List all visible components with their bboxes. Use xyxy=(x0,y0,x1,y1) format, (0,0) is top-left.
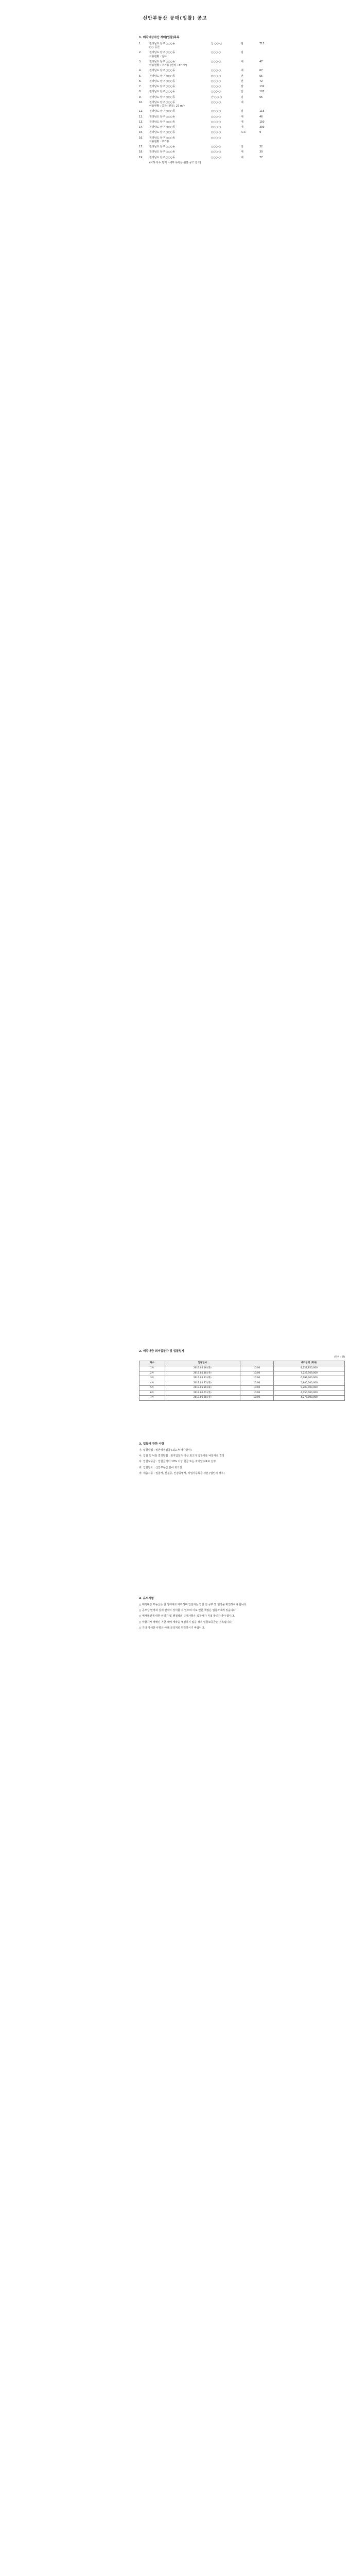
property-area: 32 xyxy=(259,145,263,149)
property-addr: 전라남도 남구 ○○○동 xyxy=(149,42,176,45)
property-cat: 대 xyxy=(241,69,243,73)
property-note: 이용현황 : 주거용 xyxy=(149,140,169,143)
property-area: 103 xyxy=(259,90,265,94)
property-row xyxy=(139,150,345,154)
property-addr: 전라남도 남구 ○○○동 xyxy=(149,131,176,134)
property-lot: ○○○-○ xyxy=(211,150,221,154)
property-row xyxy=(139,145,345,149)
property-cat: 대 xyxy=(241,150,243,154)
cell-price: 7,228,569,000 xyxy=(274,1371,345,1376)
table-row xyxy=(139,1376,345,1381)
property-no: 17. xyxy=(139,145,143,149)
table-row xyxy=(139,1381,345,1386)
property-area: 9 xyxy=(259,131,261,134)
property-addr: 전라남도 남구 ○○○동 xyxy=(149,69,176,73)
paragraph: ○ 매각대상 부동산은 현 상태대로 매각하며 입찰자는 입찰 전 공부 및 현장을 확인하여야 합니다. xyxy=(139,1603,248,1606)
cell-round: 1차 xyxy=(139,1366,165,1371)
property-item xyxy=(139,90,345,94)
property-row xyxy=(139,156,345,160)
property-lot: ○○○-○ xyxy=(211,90,221,94)
property-area: 77 xyxy=(259,156,263,159)
property-no: 11. xyxy=(139,110,143,113)
property-cat: 답 xyxy=(241,85,243,89)
paragraph: ○ 기타 자세한 사항은 아래 문의처로 연락하시기 바랍니다. xyxy=(139,1626,205,1630)
paragraph: ○ 낙찰자가 정해진 기한 내에 계약을 체결하지 않을 경우 입찰보증금은 귀속됩니다. xyxy=(139,1620,233,1624)
property-no: 2. xyxy=(139,51,142,55)
property-lot: ○○○-○ xyxy=(211,156,221,159)
property-row xyxy=(139,42,345,46)
property-no: 12. xyxy=(139,115,143,118)
property-cat xyxy=(241,137,259,140)
property-item xyxy=(139,85,345,89)
property-cat: 임 xyxy=(241,42,243,45)
section-caution xyxy=(139,1597,345,1632)
unit-label: (단위 : 원) xyxy=(334,1355,345,1359)
section-heading: 3. 입찰에 관한 사항 xyxy=(139,1443,164,1446)
property-row xyxy=(139,90,345,94)
paragraph: 다. 입찰보증금 : 입찰금액의 10% 이상 현금 또는 자기앞수표로 납부 xyxy=(139,1460,216,1464)
property-item xyxy=(139,156,345,160)
property-lot: ○○○-○ xyxy=(211,126,221,129)
property-addr: 전라남도 남구 ○○○동 xyxy=(149,60,176,63)
table-row xyxy=(139,1396,345,1401)
property-row xyxy=(139,131,345,134)
property-no: 10. xyxy=(139,100,143,104)
property-row xyxy=(139,69,345,73)
paragraph-list xyxy=(139,1603,345,1630)
property-item xyxy=(139,137,345,144)
cell-price: 4,277,000,000 xyxy=(274,1396,345,1401)
property-addr: 전라남도 남구 ○○○동 xyxy=(149,120,176,124)
property-lot: 산 ○○-○ xyxy=(211,95,222,99)
paragraph: ○ 매각물건에 대한 인허가 및 행정상의 규제사항은 입찰자가 직접 확인하여야 합니다. xyxy=(139,1615,235,1618)
cell-time: 10:00 xyxy=(240,1371,273,1376)
property-area: 300 xyxy=(259,126,265,129)
cell-time: 10:00 xyxy=(240,1366,273,1371)
property-row xyxy=(139,110,345,113)
property-addr: 전라남도 남구 ○○○동 xyxy=(149,79,176,83)
property-area xyxy=(259,51,280,55)
property-area: 715 xyxy=(259,42,265,45)
property-row xyxy=(139,85,345,89)
property-area: 46 xyxy=(259,115,263,118)
cell-price: 6,299,000,000 xyxy=(274,1376,345,1381)
property-lot: 산 ○○-○ xyxy=(211,42,222,45)
property-area: 55 xyxy=(259,95,263,99)
property-row xyxy=(139,115,345,119)
property-note: 이용현황 : 공장 (면적 : 27 m²) xyxy=(149,105,185,108)
cell-time: 10:00 xyxy=(240,1381,273,1386)
property-no: 7. xyxy=(139,85,142,89)
property-row xyxy=(139,126,345,129)
cell-round: 2차 xyxy=(139,1371,165,1376)
property-row xyxy=(139,137,345,140)
property-cat: 대 xyxy=(241,120,243,124)
property-area: 67 xyxy=(259,69,263,73)
property-lot: ○○○-○ xyxy=(211,131,221,134)
property-cat: 도로 xyxy=(241,131,246,134)
property-item xyxy=(139,42,345,50)
property-item xyxy=(139,96,345,99)
property-no: 5. xyxy=(139,74,142,78)
cell-time: 10:00 xyxy=(240,1376,273,1381)
property-area xyxy=(259,137,280,140)
property-no: 4. xyxy=(139,69,142,73)
paragraph: ○ 공부상 면적과 실제 면적이 상이할 수 있으며 이로 인한 책임은 입찰자에게 있습니다. xyxy=(139,1609,237,1613)
property-cat: 답 xyxy=(241,90,243,94)
cell-date: 2017.05.16.(화) xyxy=(165,1366,240,1371)
property-item xyxy=(139,126,345,129)
property-lot: ○○○-○ xyxy=(211,69,221,73)
property-lot: ○○○-○ xyxy=(211,74,221,78)
property-area: 30 xyxy=(259,150,263,154)
property-row xyxy=(139,75,345,78)
property-area: 150 xyxy=(259,120,265,124)
property-cat: 전 xyxy=(241,74,243,78)
property-area: 132 xyxy=(259,85,265,89)
property-lot: ○○○-○ xyxy=(211,79,221,83)
property-cat: 전 xyxy=(241,145,243,149)
property-area: 55 xyxy=(259,74,263,78)
property-cat: 대 xyxy=(241,100,243,104)
paragraph: 나. 입찰 및 낙찰 결정방법 : 최저입찰가 이상 최고가 입찰자를 낙찰자로 결정 xyxy=(139,1454,224,1458)
page-title: 신안부동산 공매(입찰) 공고 xyxy=(143,16,207,21)
property-addr: 전라남도 남구 ○○○동 xyxy=(149,110,176,113)
property-addr: 전라남도 남구 ○○○동 xyxy=(149,136,176,140)
cell-price: 8,222,855,000 xyxy=(274,1366,345,1371)
cell-date: 2017.05.18.(목) xyxy=(165,1371,240,1376)
property-lot: ○○○-○ xyxy=(211,110,221,113)
cell-round: 6차 xyxy=(139,1391,165,1396)
property-no: 13. xyxy=(139,120,143,124)
property-item xyxy=(139,51,345,59)
property-no: 16. xyxy=(139,136,143,140)
property-addr: 전라남도 남구 ○○○동 xyxy=(149,95,176,99)
cell-time: 10:00 xyxy=(240,1386,273,1391)
property-addr: 전라남도 남구 ○○○동 xyxy=(149,100,176,104)
more-note: (이하 다수 필지 - 세부 목록은 원본 공고 참조) xyxy=(149,161,201,164)
property-cat: 대 xyxy=(241,115,243,118)
cell-round: 3차 xyxy=(139,1376,165,1381)
property-addr: 전라남도 남구 ○○○동 xyxy=(149,74,176,78)
cell-date: 2017.05.30.(화) xyxy=(165,1386,240,1391)
header-price: 매각금액 (최저) xyxy=(274,1361,345,1366)
property-lot: ○○○-○ xyxy=(211,85,221,89)
property-item xyxy=(139,101,345,109)
property-row xyxy=(139,121,345,124)
property-cat: 대 xyxy=(241,60,243,63)
cell-date: 2017.05.25.(목) xyxy=(165,1381,240,1386)
property-lot: ○○○-○ xyxy=(211,115,221,118)
header-round: 차수 xyxy=(139,1361,165,1366)
cell-round: 4차 xyxy=(139,1381,165,1386)
property-item xyxy=(139,121,345,124)
table-row xyxy=(139,1391,345,1396)
property-note: 이용현황 : 임야 xyxy=(149,55,167,58)
header-date: 입찰일시 xyxy=(165,1361,240,1366)
header-time xyxy=(240,1361,273,1366)
property-row xyxy=(139,96,345,99)
cell-price: 4,750,000,000 xyxy=(274,1391,345,1396)
cell-date: 2017.06.08.(목) xyxy=(165,1396,240,1401)
property-list xyxy=(139,42,345,160)
property-item xyxy=(139,75,345,78)
property-addr: 전라남도 남구 ○○○동 xyxy=(149,156,176,159)
table-header-row xyxy=(139,1361,345,1366)
property-no: 8. xyxy=(139,90,142,94)
paragraph-list xyxy=(139,1449,345,1476)
property-no: 15. xyxy=(139,131,143,134)
price-table-body xyxy=(139,1366,345,1401)
property-area: 72 xyxy=(259,79,263,83)
property-addr: 전라남도 남구 ○○○동 xyxy=(149,115,176,118)
cell-date: 2017.06.01.(목) xyxy=(165,1391,240,1396)
property-row xyxy=(139,80,345,83)
property-lot: ○○○-○ xyxy=(211,145,221,149)
property-item xyxy=(139,80,345,83)
property-cat: 임 xyxy=(241,110,243,113)
property-no: 18. xyxy=(139,150,143,154)
property-item xyxy=(139,115,345,119)
cell-round: 7차 xyxy=(139,1396,165,1401)
property-lot: ○○○-○ xyxy=(211,51,221,55)
property-addr: 전라남도 남구 ○○○동 xyxy=(149,126,176,129)
property-no: 1. xyxy=(139,42,142,45)
property-item xyxy=(139,150,345,154)
cell-round: 5차 xyxy=(139,1386,165,1391)
table-row xyxy=(139,1366,345,1371)
property-no: 3. xyxy=(139,60,142,63)
property-no: 6. xyxy=(139,79,142,83)
paragraph: 가. 입찰방법 : 일반경쟁입찰 (최고가 매각방식) xyxy=(139,1448,192,1452)
property-cat: 임 xyxy=(241,95,243,99)
property-area: 47 xyxy=(259,60,263,63)
cell-price: 5,845,000,000 xyxy=(274,1381,345,1386)
property-addr: 전라남도 남구 ○○○동 xyxy=(149,51,176,55)
property-row xyxy=(139,51,345,55)
table-row xyxy=(139,1371,345,1376)
property-addr: 전라남도 남구 ○○○동 xyxy=(149,90,176,94)
cell-date: 2017.05.23.(화) xyxy=(165,1376,240,1381)
property-item xyxy=(139,145,345,149)
table-row xyxy=(139,1386,345,1391)
price-table xyxy=(139,1361,345,1400)
property-cat: 전 xyxy=(241,79,243,83)
property-addr: 전라남도 남구 ○○○동 xyxy=(149,150,176,154)
property-item xyxy=(139,69,345,73)
property-note: 이용현황 : 주거용 (면적 : 37 m²) xyxy=(149,64,187,67)
property-cat: 대 xyxy=(241,126,243,129)
cell-price: 5,200,000,000 xyxy=(274,1386,345,1391)
property-lot: ○○○-○ xyxy=(211,136,221,140)
section-price-schedule xyxy=(139,1350,345,1401)
property-lot: ○○○-○ xyxy=(211,60,221,63)
property-note: ○○ 공원 xyxy=(149,46,160,49)
property-item xyxy=(139,131,345,134)
property-item xyxy=(139,60,345,68)
property-area xyxy=(259,101,280,105)
property-cat: 대 xyxy=(241,156,243,159)
section-heading: 2. 매각대금 최저입찰가 및 입찰일자 xyxy=(139,1350,184,1353)
property-no: 19. xyxy=(139,156,143,159)
property-lot: ○○○-○ xyxy=(211,120,221,124)
paragraph: 라. 입찰장소 : 신안부동산 본사 회의실 xyxy=(139,1466,182,1469)
property-lot: ○○○-○ xyxy=(211,100,221,104)
section-heading: 1. 매각대상자산 재매(입찰)목록 xyxy=(139,36,180,39)
property-no: 14. xyxy=(139,126,143,129)
property-no: 9. xyxy=(139,95,142,99)
cell-time: 10:00 xyxy=(240,1391,273,1396)
cell-time: 10:00 xyxy=(240,1396,273,1401)
property-area: 115 xyxy=(259,110,265,113)
property-addr: 전라남도 남구 ○○○동 xyxy=(149,85,176,89)
property-addr: 전라남도 남구 ○○○동 xyxy=(149,145,176,149)
section-bidding xyxy=(139,1443,345,1478)
property-item xyxy=(139,110,345,113)
paragraph: 마. 제출서류 : 입찰서, 신분증, 인감증명서, 사업자등록증 사본 (법인의 경우) xyxy=(139,1471,225,1475)
section-heading: 4. 유의사항 xyxy=(139,1597,154,1600)
section-property-list xyxy=(139,36,345,165)
property-cat: 임 xyxy=(241,51,243,55)
